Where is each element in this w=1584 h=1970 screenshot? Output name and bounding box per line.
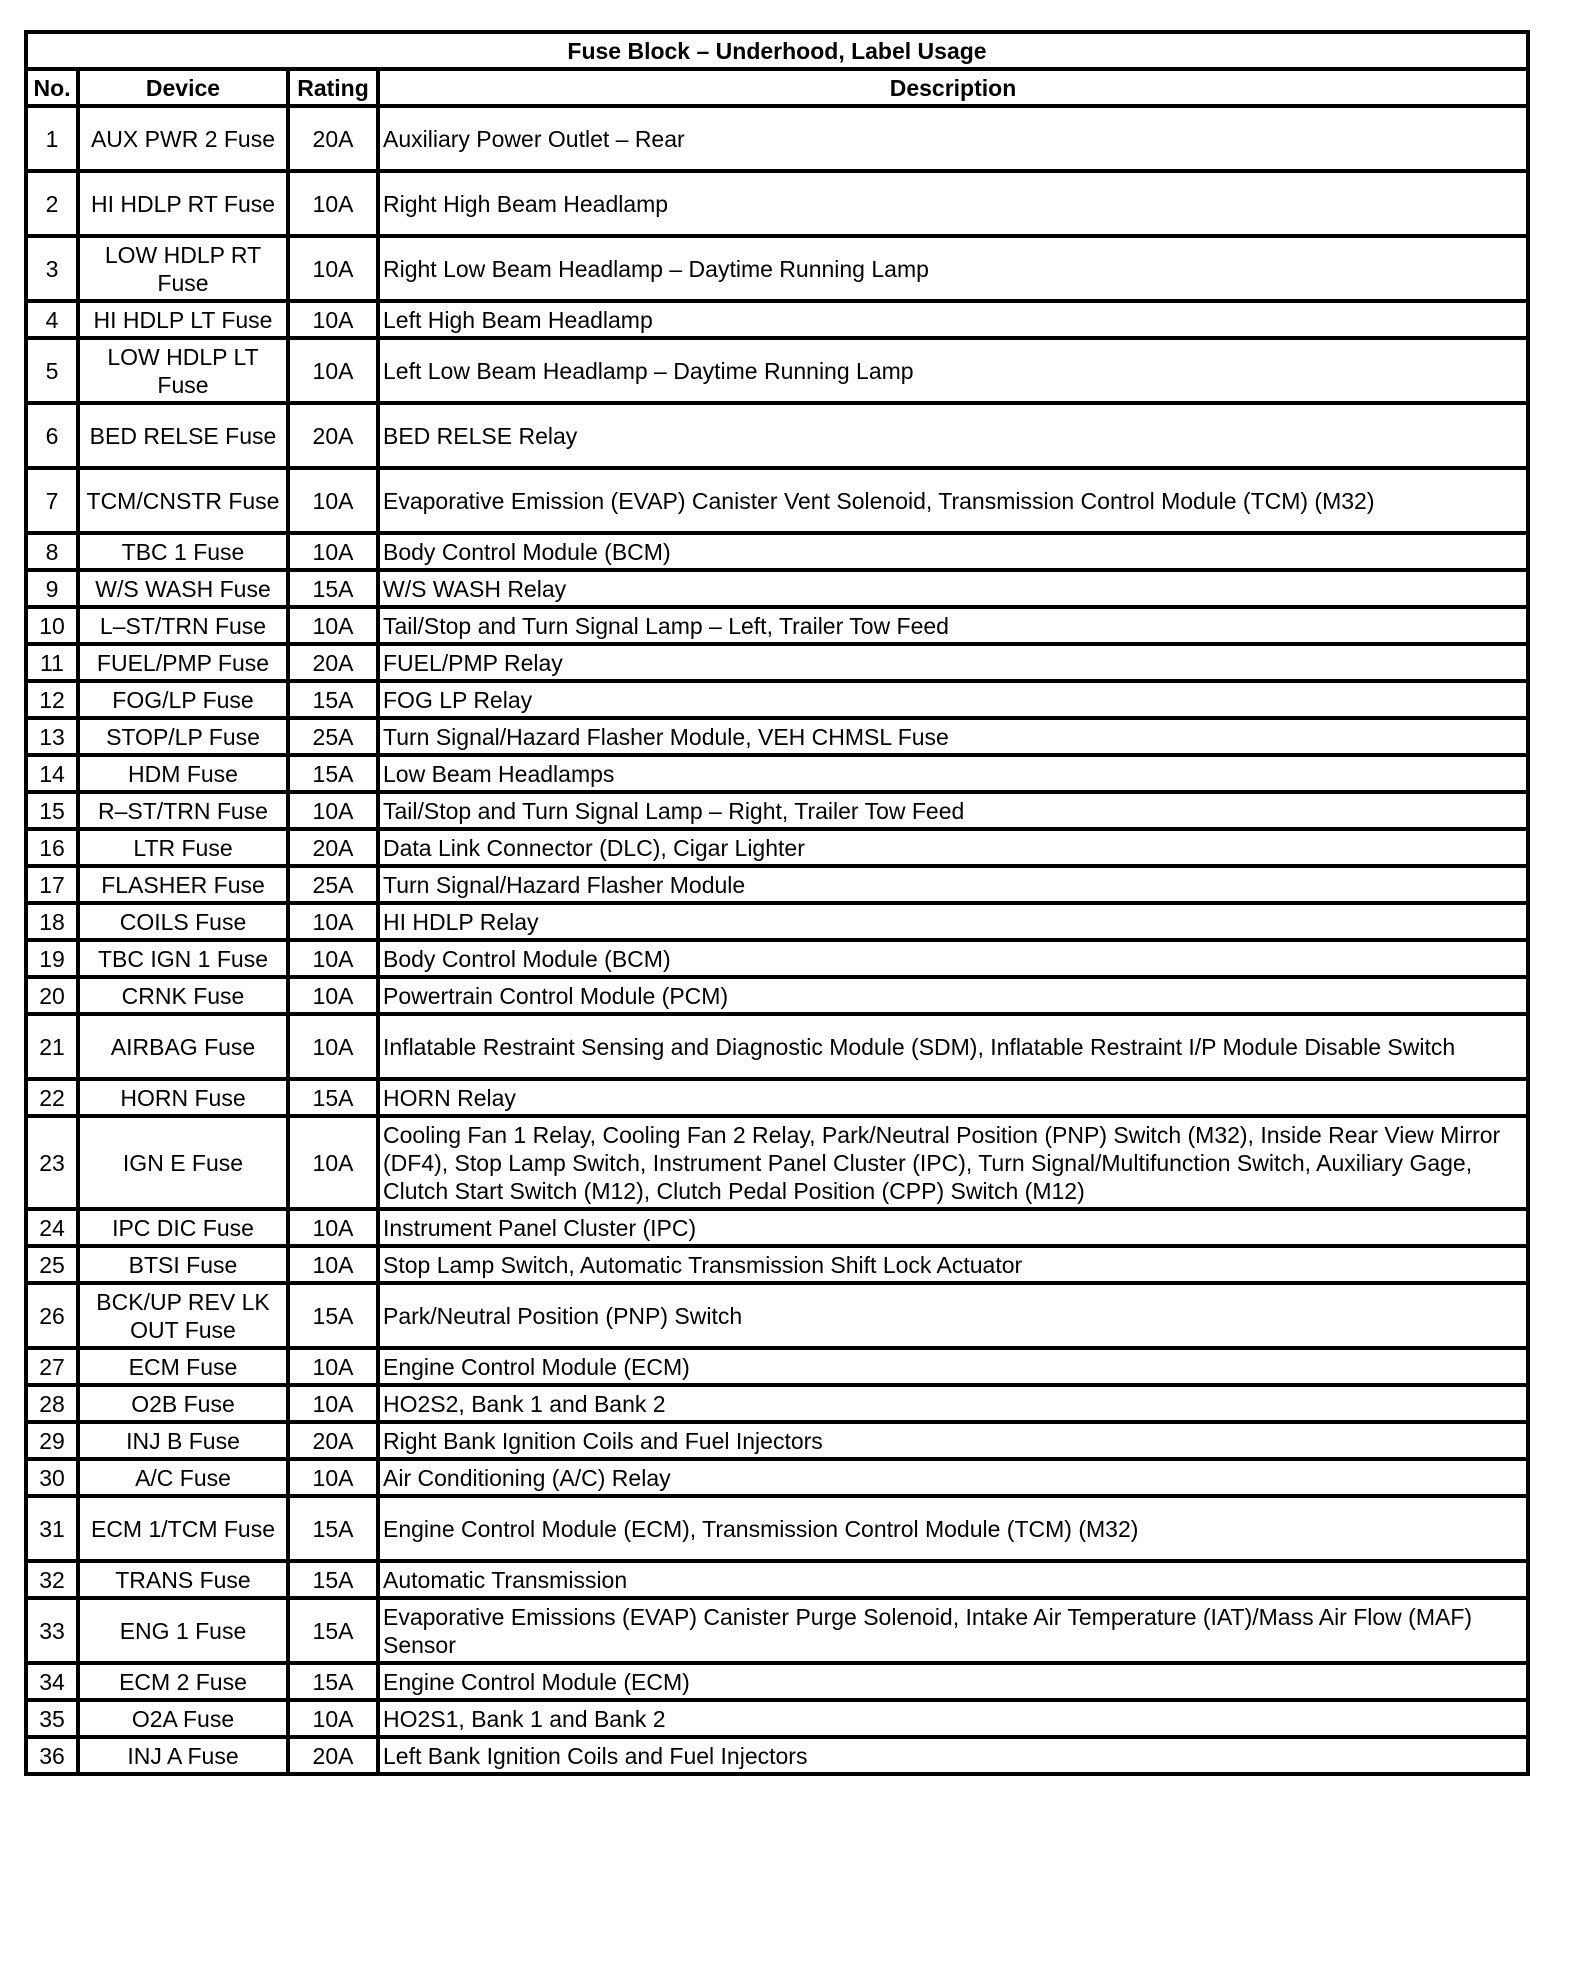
cell-device: ECM Fuse (78, 1348, 288, 1385)
cell-description: Left High Beam Headlamp (378, 301, 1528, 338)
cell-device: STOP/LP Fuse (78, 718, 288, 755)
table-row (26, 1014, 1528, 1079)
cell-device: TCM/CNSTR Fuse (78, 468, 288, 533)
cell-no: 11 (26, 644, 78, 681)
cell-description: Left Bank Ignition Coils and Fuel Injectors (378, 1737, 1528, 1774)
cell-no: 4 (26, 301, 78, 338)
table-row (26, 1459, 1528, 1496)
cell-rating: 20A (288, 829, 378, 866)
cell-no: 34 (26, 1663, 78, 1700)
cell-device: ECM 2 Fuse (78, 1663, 288, 1700)
cell-description: HI HDLP Relay (378, 903, 1528, 940)
table-row (26, 977, 1528, 1014)
cell-rating: 10A (288, 977, 378, 1014)
header-description: Description (378, 69, 1528, 106)
cell-device: INJ A Fuse (78, 1737, 288, 1774)
cell-description: Auxiliary Power Outlet – Rear (378, 106, 1528, 171)
cell-description: Automatic Transmission (378, 1561, 1528, 1598)
cell-rating: 10A (288, 301, 378, 338)
header-row (26, 69, 1528, 106)
fuse-table (24, 30, 1530, 1776)
cell-description: Cooling Fan 1 Relay, Cooling Fan 2 Relay, Park/Neutral Position (PNP) Switch (M32), Inside Rear View Mirror (DF4), Stop Lamp Switch, Instrument Panel Cluster (IPC), Turn Signal/Multifunction Switch, Auxiliary Gage, Clutch Start Switch (M12), Clutch Pedal Position (CPP) Switch (M12) (378, 1116, 1528, 1209)
cell-no: 29 (26, 1422, 78, 1459)
table-row (26, 1598, 1528, 1663)
cell-device: FOG/LP Fuse (78, 681, 288, 718)
cell-device: IGN E Fuse (78, 1116, 288, 1209)
cell-description: W/S WASH Relay (378, 570, 1528, 607)
cell-description: Instrument Panel Cluster (IPC) (378, 1209, 1528, 1246)
cell-description: Engine Control Module (ECM), Transmission Control Module (TCM) (M32) (378, 1496, 1528, 1561)
cell-no: 13 (26, 718, 78, 755)
cell-device: HORN Fuse (78, 1079, 288, 1116)
cell-rating: 15A (288, 1283, 378, 1348)
cell-rating: 25A (288, 718, 378, 755)
cell-rating: 20A (288, 644, 378, 681)
cell-description: Tail/Stop and Turn Signal Lamp – Left, Trailer Tow Feed (378, 607, 1528, 644)
cell-no: 26 (26, 1283, 78, 1348)
cell-no: 24 (26, 1209, 78, 1246)
table-row (26, 236, 1528, 301)
cell-description: Engine Control Module (ECM) (378, 1663, 1528, 1700)
cell-device: HI HDLP LT Fuse (78, 301, 288, 338)
cell-device: FLASHER Fuse (78, 866, 288, 903)
cell-description: Inflatable Restraint Sensing and Diagnostic Module (SDM), Inflatable Restraint I/P Module Disable Switch (378, 1014, 1528, 1079)
table-head (26, 32, 1528, 106)
cell-no: 23 (26, 1116, 78, 1209)
cell-device: CRNK Fuse (78, 977, 288, 1014)
cell-device: BCK/UP REV LK OUT Fuse (78, 1283, 288, 1348)
cell-no: 32 (26, 1561, 78, 1598)
table-row (26, 533, 1528, 570)
cell-no: 30 (26, 1459, 78, 1496)
cell-description: Left Low Beam Headlamp – Daytime Running Lamp (378, 338, 1528, 403)
cell-device: W/S WASH Fuse (78, 570, 288, 607)
cell-description: Air Conditioning (A/C) Relay (378, 1459, 1528, 1496)
cell-rating: 10A (288, 468, 378, 533)
cell-no: 17 (26, 866, 78, 903)
cell-device: AUX PWR 2 Fuse (78, 106, 288, 171)
cell-device: O2A Fuse (78, 1700, 288, 1737)
cell-description: Stop Lamp Switch, Automatic Transmission Shift Lock Actuator (378, 1246, 1528, 1283)
cell-description: HO2S2, Bank 1 and Bank 2 (378, 1385, 1528, 1422)
cell-no: 1 (26, 106, 78, 171)
table-row (26, 829, 1528, 866)
cell-no: 5 (26, 338, 78, 403)
cell-no: 6 (26, 403, 78, 468)
cell-description: HO2S1, Bank 1 and Bank 2 (378, 1700, 1528, 1737)
cell-device: A/C Fuse (78, 1459, 288, 1496)
cell-rating: 10A (288, 792, 378, 829)
table-row (26, 403, 1528, 468)
table-row (26, 301, 1528, 338)
cell-rating: 10A (288, 533, 378, 570)
cell-no: 35 (26, 1700, 78, 1737)
cell-rating: 10A (288, 1116, 378, 1209)
table-row (26, 1079, 1528, 1116)
cell-device: AIRBAG Fuse (78, 1014, 288, 1079)
cell-description: FUEL/PMP Relay (378, 644, 1528, 681)
cell-no: 20 (26, 977, 78, 1014)
table-row (26, 1246, 1528, 1283)
table-row (26, 755, 1528, 792)
table-row (26, 718, 1528, 755)
table-row (26, 792, 1528, 829)
cell-rating: 10A (288, 1246, 378, 1283)
table-row (26, 1116, 1528, 1209)
cell-rating: 10A (288, 1700, 378, 1737)
cell-rating: 15A (288, 1663, 378, 1700)
header-rating: Rating (288, 69, 378, 106)
cell-device: LTR Fuse (78, 829, 288, 866)
cell-description: Right Bank Ignition Coils and Fuel Injectors (378, 1422, 1528, 1459)
cell-no: 8 (26, 533, 78, 570)
table-title: Fuse Block – Underhood, Label Usage (26, 32, 1528, 69)
cell-rating: 10A (288, 171, 378, 236)
cell-device: IPC DIC Fuse (78, 1209, 288, 1246)
cell-description: Right High Beam Headlamp (378, 171, 1528, 236)
cell-device: LOW HDLP RT Fuse (78, 236, 288, 301)
cell-description: Park/Neutral Position (PNP) Switch (378, 1283, 1528, 1348)
cell-rating: 20A (288, 403, 378, 468)
cell-no: 22 (26, 1079, 78, 1116)
cell-rating: 15A (288, 755, 378, 792)
header-device: Device (78, 69, 288, 106)
cell-rating: 10A (288, 1459, 378, 1496)
cell-device: HDM Fuse (78, 755, 288, 792)
table-row (26, 940, 1528, 977)
cell-no: 2 (26, 171, 78, 236)
cell-device: BED RELSE Fuse (78, 403, 288, 468)
table-row (26, 681, 1528, 718)
cell-no: 18 (26, 903, 78, 940)
cell-description: FOG LP Relay (378, 681, 1528, 718)
cell-rating: 15A (288, 1496, 378, 1561)
cell-description: Body Control Module (BCM) (378, 533, 1528, 570)
cell-no: 9 (26, 570, 78, 607)
cell-description: Evaporative Emission (EVAP) Canister Vent Solenoid, Transmission Control Module (TCM) (M32) (378, 468, 1528, 533)
cell-no: 15 (26, 792, 78, 829)
cell-rating: 10A (288, 1014, 378, 1079)
cell-rating: 20A (288, 1737, 378, 1774)
cell-description: Turn Signal/Hazard Flasher Module, VEH CHMSL Fuse (378, 718, 1528, 755)
cell-description: Evaporative Emissions (EVAP) Canister Purge Solenoid, Intake Air Temperature (IAT)/Mass Air Flow (MAF) Sensor (378, 1598, 1528, 1663)
cell-rating: 10A (288, 1209, 378, 1246)
cell-device: L–ST/TRN Fuse (78, 607, 288, 644)
cell-device: O2B Fuse (78, 1385, 288, 1422)
cell-device: ECM 1/TCM Fuse (78, 1496, 288, 1561)
cell-device: INJ B Fuse (78, 1422, 288, 1459)
table-row (26, 1737, 1528, 1774)
cell-device: FUEL/PMP Fuse (78, 644, 288, 681)
cell-rating: 10A (288, 1348, 378, 1385)
cell-no: 19 (26, 940, 78, 977)
cell-rating: 15A (288, 1561, 378, 1598)
table-body (26, 106, 1528, 1774)
cell-no: 27 (26, 1348, 78, 1385)
cell-device: R–ST/TRN Fuse (78, 792, 288, 829)
cell-description: Right Low Beam Headlamp – Daytime Running Lamp (378, 236, 1528, 301)
cell-description: Body Control Module (BCM) (378, 940, 1528, 977)
cell-description: Powertrain Control Module (PCM) (378, 977, 1528, 1014)
cell-description: HORN Relay (378, 1079, 1528, 1116)
cell-rating: 15A (288, 570, 378, 607)
cell-rating: 25A (288, 866, 378, 903)
cell-rating: 10A (288, 1385, 378, 1422)
table-row (26, 570, 1528, 607)
cell-no: 36 (26, 1737, 78, 1774)
cell-rating: 20A (288, 106, 378, 171)
cell-no: 28 (26, 1385, 78, 1422)
cell-no: 3 (26, 236, 78, 301)
cell-no: 31 (26, 1496, 78, 1561)
table-row (26, 338, 1528, 403)
cell-device: TBC IGN 1 Fuse (78, 940, 288, 977)
cell-no: 33 (26, 1598, 78, 1663)
table-row (26, 607, 1528, 644)
cell-rating: 20A (288, 1422, 378, 1459)
table-row (26, 644, 1528, 681)
cell-rating: 10A (288, 607, 378, 644)
cell-description: Data Link Connector (DLC), Cigar Lighter (378, 829, 1528, 866)
cell-no: 21 (26, 1014, 78, 1079)
table-row (26, 1385, 1528, 1422)
header-no: No. (26, 69, 78, 106)
table-row (26, 903, 1528, 940)
table-row (26, 106, 1528, 171)
cell-no: 7 (26, 468, 78, 533)
cell-device: TBC 1 Fuse (78, 533, 288, 570)
cell-no: 14 (26, 755, 78, 792)
cell-no: 25 (26, 1246, 78, 1283)
cell-description: Engine Control Module (ECM) (378, 1348, 1528, 1385)
table-row (26, 1348, 1528, 1385)
cell-device: LOW HDLP LT Fuse (78, 338, 288, 403)
cell-no: 12 (26, 681, 78, 718)
cell-no: 16 (26, 829, 78, 866)
table-row (26, 1422, 1528, 1459)
table-row (26, 171, 1528, 236)
cell-device: COILS Fuse (78, 903, 288, 940)
title-row (26, 32, 1528, 69)
table-row (26, 1283, 1528, 1348)
cell-device: TRANS Fuse (78, 1561, 288, 1598)
cell-description: BED RELSE Relay (378, 403, 1528, 468)
cell-description: Tail/Stop and Turn Signal Lamp – Right, Trailer Tow Feed (378, 792, 1528, 829)
cell-rating: 15A (288, 681, 378, 718)
table-row (26, 1663, 1528, 1700)
cell-device: ENG 1 Fuse (78, 1598, 288, 1663)
table-row (26, 1561, 1528, 1598)
cell-rating: 10A (288, 903, 378, 940)
cell-description: Low Beam Headlamps (378, 755, 1528, 792)
cell-rating: 10A (288, 338, 378, 403)
table-row (26, 866, 1528, 903)
cell-device: BTSI Fuse (78, 1246, 288, 1283)
table-row (26, 1700, 1528, 1737)
cell-no: 10 (26, 607, 78, 644)
table-row (26, 468, 1528, 533)
cell-rating: 15A (288, 1598, 378, 1663)
table-row (26, 1496, 1528, 1561)
cell-rating: 10A (288, 236, 378, 301)
table-row (26, 1209, 1528, 1246)
cell-rating: 15A (288, 1079, 378, 1116)
cell-rating: 10A (288, 940, 378, 977)
cell-device: HI HDLP RT Fuse (78, 171, 288, 236)
cell-description: Turn Signal/Hazard Flasher Module (378, 866, 1528, 903)
